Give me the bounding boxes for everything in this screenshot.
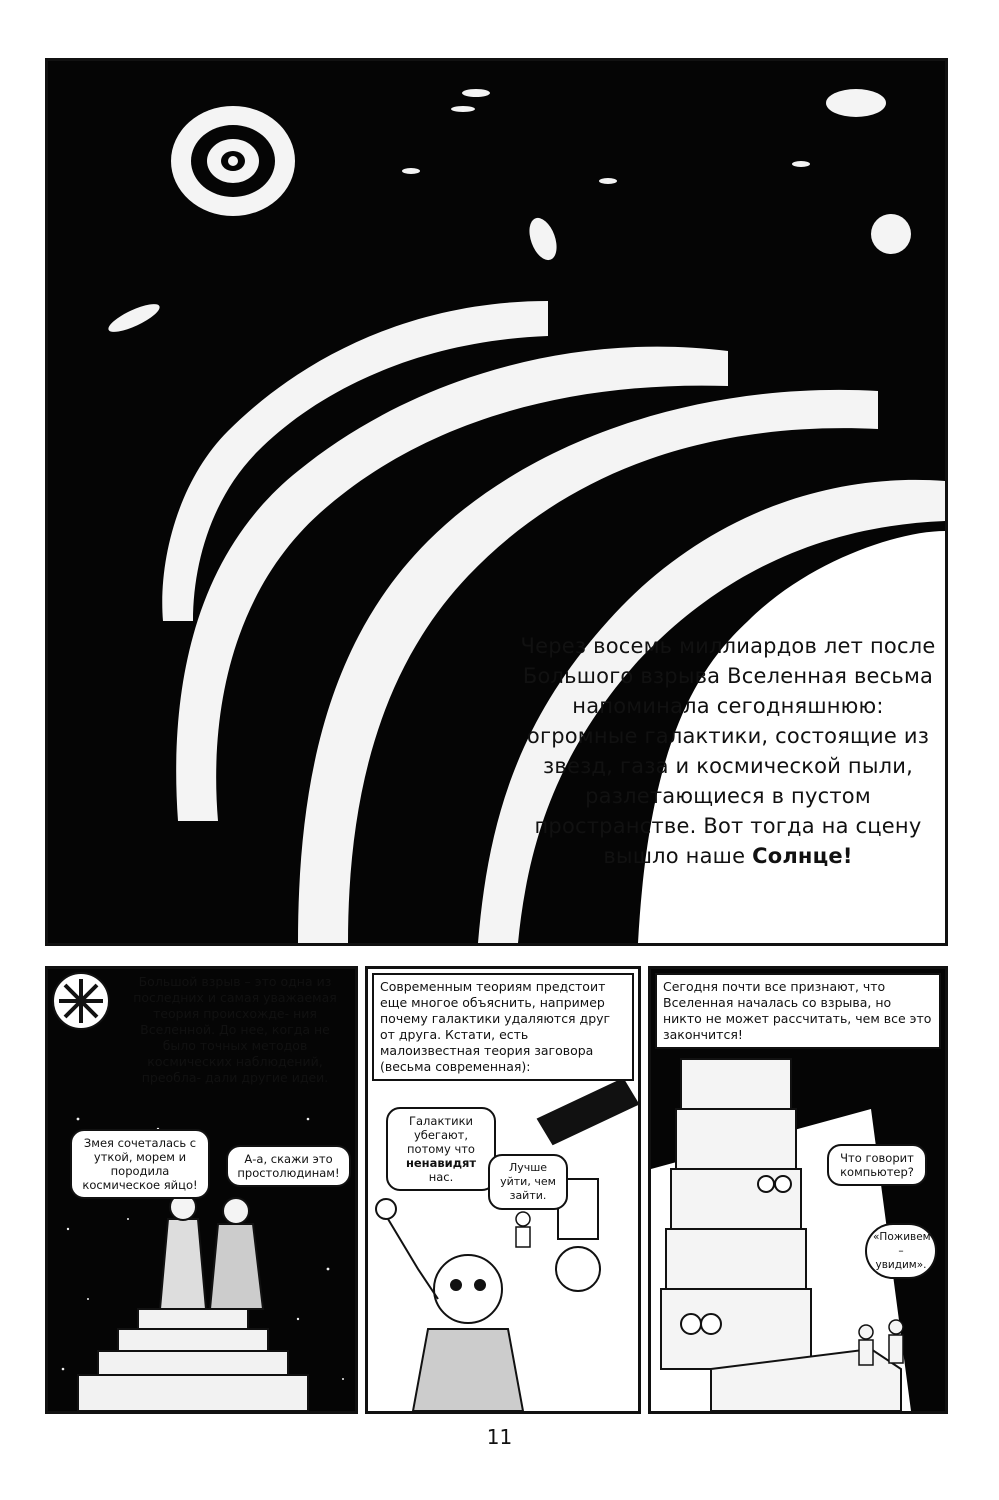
conspiracy-panel [365, 966, 641, 1414]
distant-galaxy [826, 89, 886, 117]
distant-galaxy [451, 106, 475, 112]
computer-panel [648, 966, 948, 1414]
distant-galaxy [792, 161, 810, 167]
wait-and-see-bubble: «Поживем – увидим». [865, 1223, 937, 1279]
galaxies-hate-bubble [386, 1107, 496, 1191]
bubble-text-start: Галактики убегают, потому что [407, 1114, 475, 1156]
better-leave-bubble: Лучше уйти, чем зайти. [488, 1154, 568, 1210]
distant-galaxy [402, 168, 420, 174]
page-number: 11 [486, 1425, 513, 1449]
what-computer-says-bubble: Что говорит компьютер? [827, 1144, 927, 1186]
bubble-text-end: нас. [428, 1170, 454, 1184]
distant-galaxy [599, 178, 617, 184]
panel-c-caption: Сегодня почти все признают, что Вселенная началась со взрыва, но никто не может рассчитать, чем все это закончится! [655, 973, 941, 1049]
main-narration [518, 631, 938, 871]
small-figure-chair [516, 1212, 530, 1247]
snake-egg-bubble: Змея сочеталась с уткой, морем и породила космическое яйцо! [70, 1129, 210, 1199]
angry-scientist [376, 1199, 523, 1411]
distant-galaxy [462, 89, 490, 97]
giant-computer [661, 1059, 811, 1369]
commoners-bubble: А-а, скажи это простолюдинам! [226, 1145, 351, 1187]
sun-emphasis: Солнце! [752, 844, 853, 868]
bubble-text-emphasis: ненавидят [405, 1156, 477, 1170]
galaxy-panel [45, 58, 948, 946]
ancient-theories-panel [45, 966, 358, 1414]
panel-a-caption: Большой взрыв – это одна из последних и самая уважаемая теория происхожде- ния Вселенной. До нее, когда не было точных методов космических наблюдений, преобла- дали другие идеи. [133, 974, 337, 1085]
bright-star [871, 214, 911, 254]
narration-text: Через восемь миллиардов лет после Большого взрыва Вселенная весьма напоминала сегодняшнюю: огромные галактики, состоящие из звезд, газа и космической пыли, разлетающиеся в пустом пространстве. Вот тогда на сцену вышло наше [520, 634, 936, 868]
panel-b-caption: Современным теориям предстоит еще многое объяснить, например почему галактики удаляются друг от друга. Кстати, есть малоизвестная теория заговора (весьма современная): [372, 973, 634, 1081]
spiral-galaxy-small [171, 106, 295, 216]
